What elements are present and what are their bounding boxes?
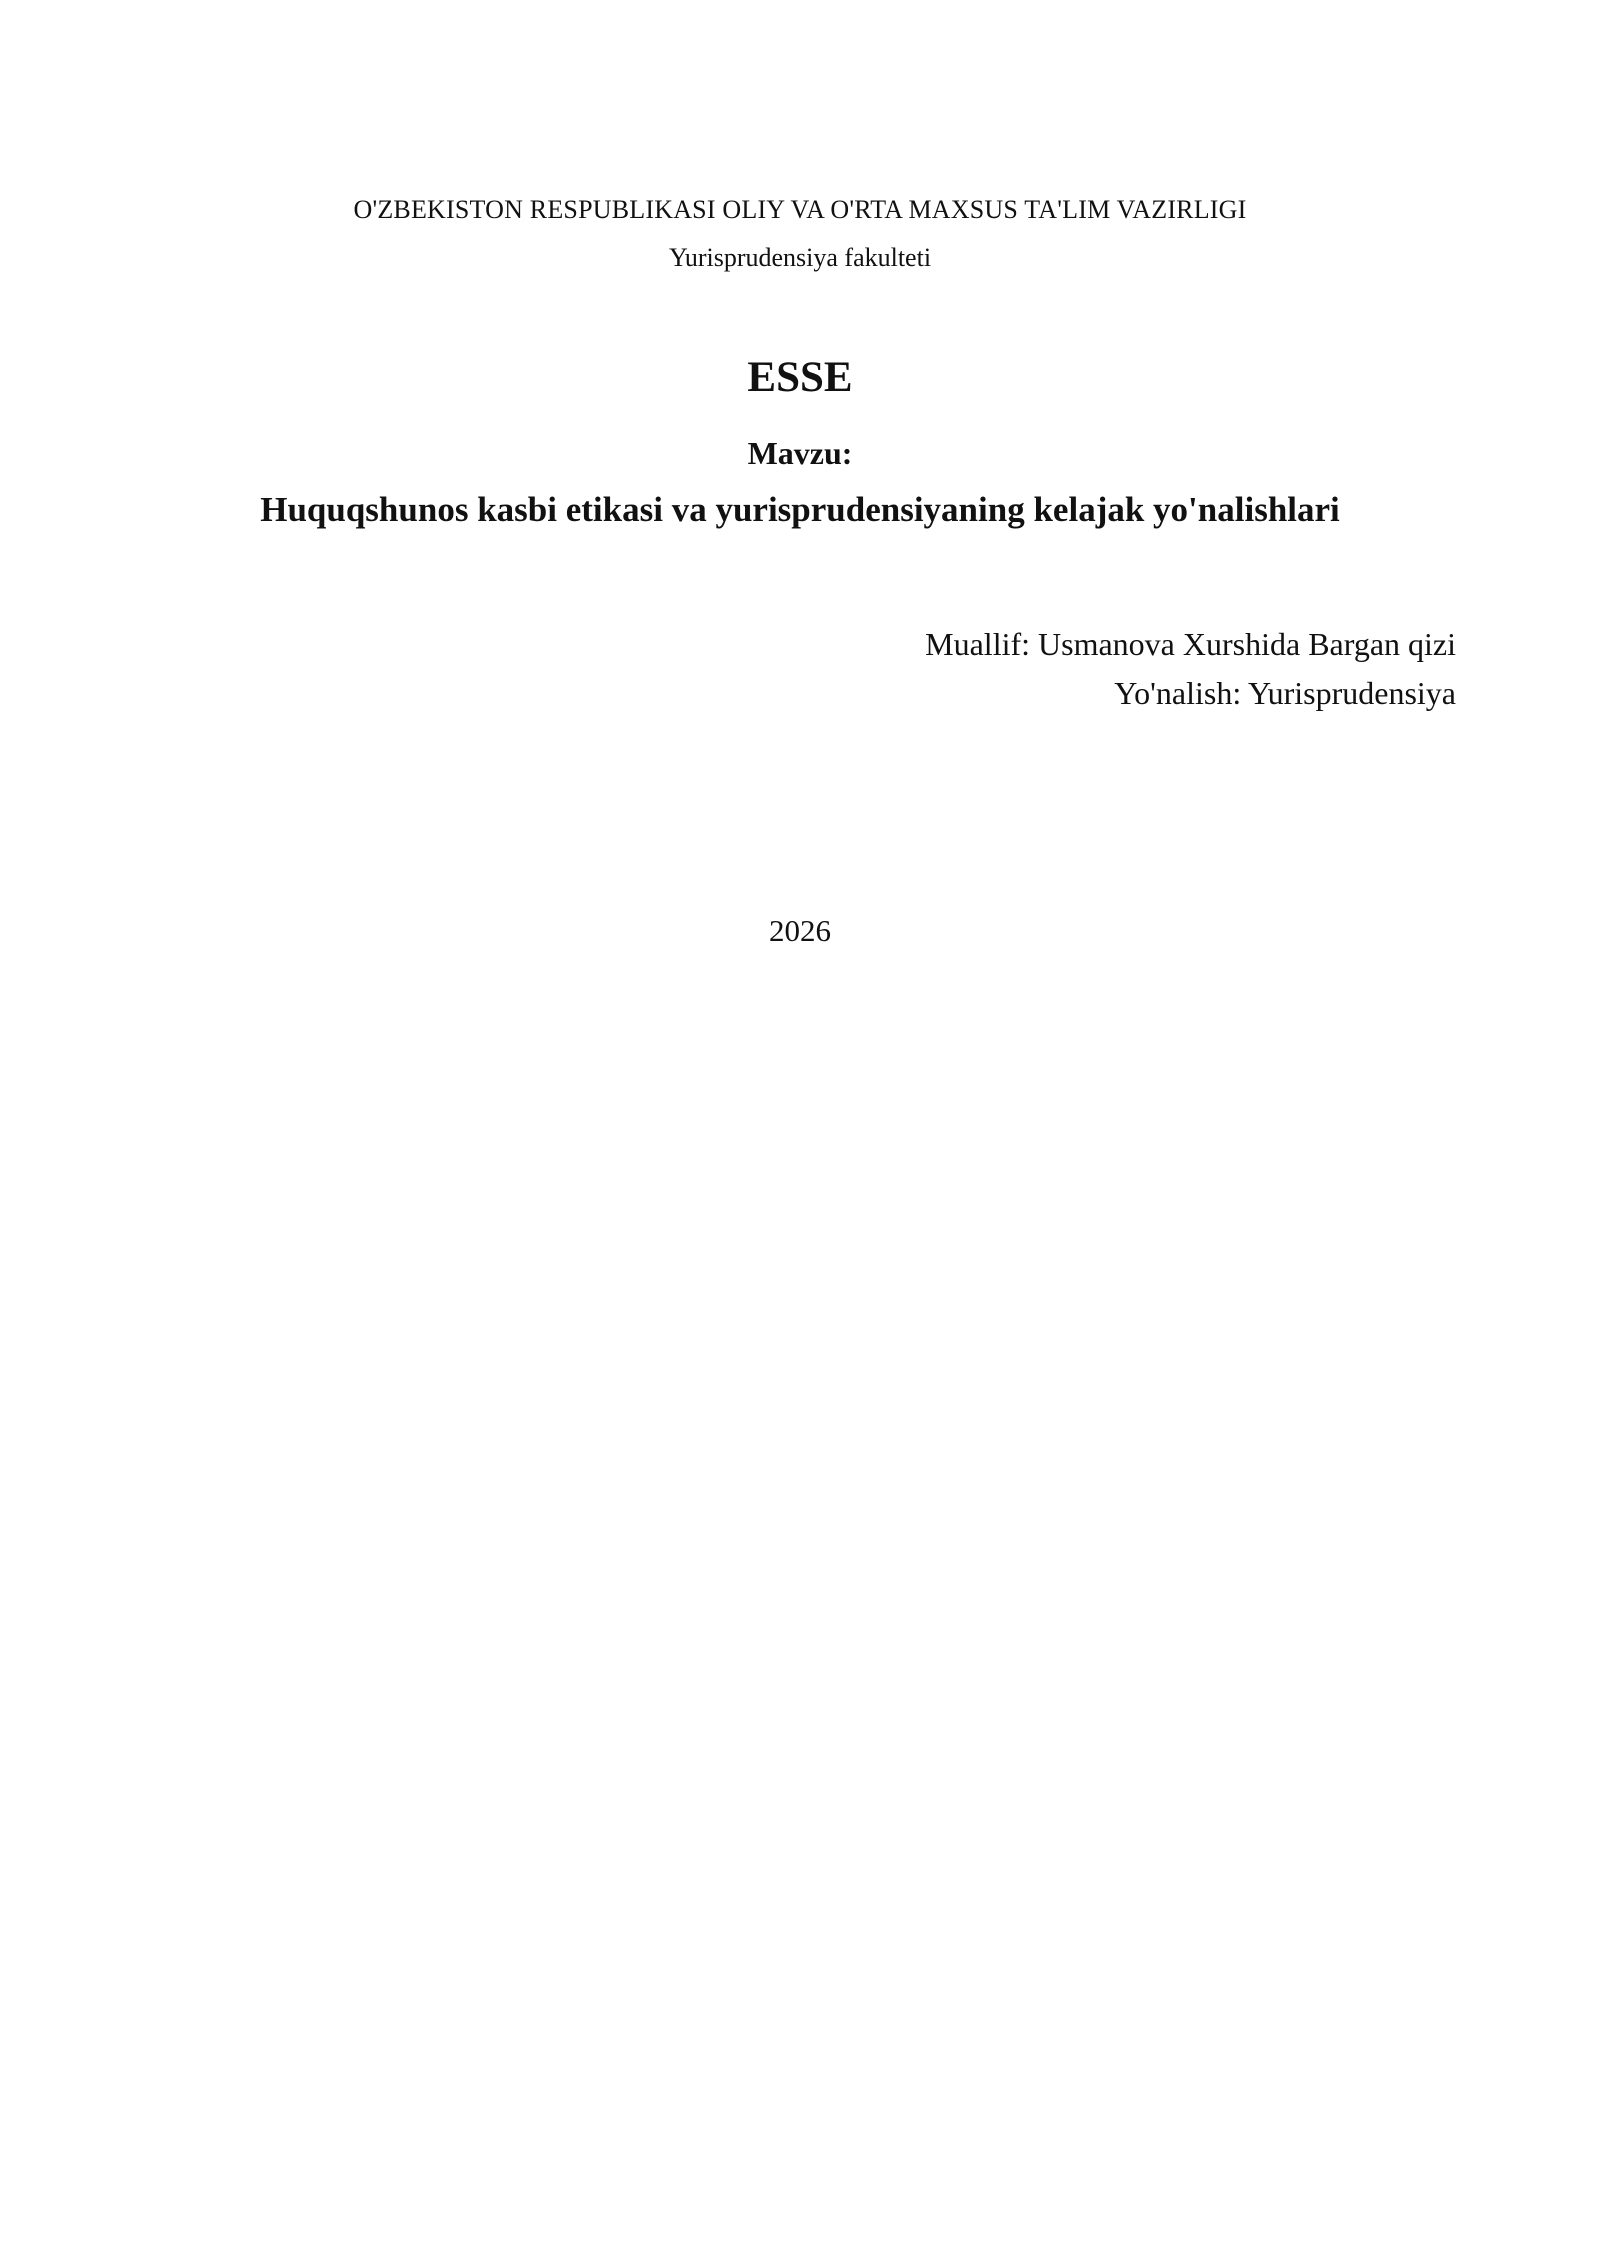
author-line: Muallif: Usmanova Xurshida Bargan qizi bbox=[925, 626, 1456, 662]
direction-line: Yo'nalish: Yurisprudensiya bbox=[1114, 675, 1456, 711]
faculty-name: Yurisprudensiya fakulteti bbox=[668, 243, 932, 272]
document-type-heading: ESSE bbox=[747, 354, 853, 401]
year: 2026 bbox=[769, 913, 831, 948]
author-info-block bbox=[925, 620, 1456, 718]
topic-label: Mavzu: bbox=[747, 435, 853, 471]
ministry-name: O'ZBEKISTON RESPUBLIKASI OLIY VA O'RTA MAXSUS TA'LIM VAZIRLIGI bbox=[353, 195, 1247, 224]
topic-title: Huquqshunos kasbi etikasi va yurisprudensiyaning kelajak yo'nalishlari bbox=[260, 490, 1340, 529]
